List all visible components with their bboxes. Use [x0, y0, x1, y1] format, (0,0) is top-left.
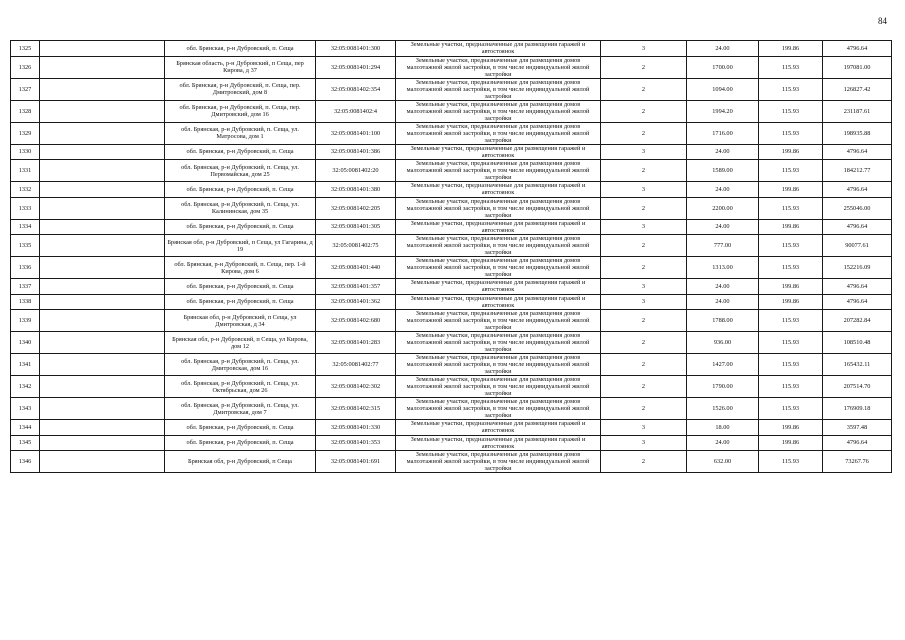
table-row: [11, 41, 892, 57]
cell-cadastral-number: 32:05:0081402:315: [316, 398, 396, 420]
cell-group: 2: [601, 197, 687, 219]
page-number: 84: [878, 16, 887, 26]
cell-area: 1994.20: [687, 100, 759, 122]
table-row: [11, 144, 892, 160]
cell-cadastral-number: 32:05:0081401:691: [316, 451, 396, 473]
cell-cadastral-number: 32:05:0081401:380: [316, 182, 396, 198]
table-row: [11, 182, 892, 198]
cell-group: 2: [601, 310, 687, 332]
table-row: [11, 78, 892, 100]
cell-cadastral-value: 207514.70: [823, 376, 892, 398]
cell-row-number: 1345: [11, 435, 40, 451]
cell-rate: 115.93: [759, 197, 823, 219]
cell-group: 3: [601, 294, 687, 310]
table-row: [11, 376, 892, 398]
cell-land-purpose: Земельные участки, предназначенные для размещения гаражей и автостоянок: [396, 279, 601, 295]
cell-cadastral-value: 165432.11: [823, 354, 892, 376]
cell-rate: 115.93: [759, 100, 823, 122]
cell-land-purpose: Земельные участки, предназначенные для размещения гаражей и автостоянок: [396, 420, 601, 436]
cell-spacer: [40, 294, 165, 310]
cadastral-value-table: [10, 40, 892, 473]
cell-address: обл. Брянская, р-н Дубровский, п. Сеща, ул. Дмитровская, дом 16: [165, 354, 316, 376]
table-row: [11, 451, 892, 473]
cell-land-purpose: Земельные участки, предназначенные для размещения гаражей и автостоянок: [396, 435, 601, 451]
cell-row-number: 1332: [11, 182, 40, 198]
cell-spacer: [40, 78, 165, 100]
cell-land-purpose: Земельные участки, предназначенные для размещения домов малоэтажной жилой застройки, в том числе индивидуальной жилой застройки: [396, 354, 601, 376]
cell-spacer: [40, 100, 165, 122]
cell-address: обл. Брянская, р-н Дубровский, п. Сеща: [165, 279, 316, 295]
cell-cadastral-number: 32:05:0081402:75: [316, 235, 396, 257]
cell-cadastral-number: 32:05:0081401:283: [316, 332, 396, 354]
cell-rate: 115.93: [759, 310, 823, 332]
cell-rate: 115.93: [759, 56, 823, 78]
table-row: [11, 398, 892, 420]
cell-group: 2: [601, 56, 687, 78]
cell-spacer: [40, 420, 165, 436]
cell-cadastral-value: 152216.09: [823, 257, 892, 279]
table-row: [11, 279, 892, 295]
cell-area: 24.00: [687, 294, 759, 310]
cell-cadastral-number: 32:05:0081402:77: [316, 354, 396, 376]
cell-row-number: 1327: [11, 78, 40, 100]
cell-group: 2: [601, 398, 687, 420]
cell-address: обл. Брянская, р-н Дубровский, п. Сеща: [165, 144, 316, 160]
cell-address: обл. Брянская, р-н Дубровский, п. Сеща: [165, 182, 316, 198]
cell-land-purpose: Земельные участки, предназначенные для размещения домов малоэтажной жилой застройки, в том числе индивидуальной жилой застройки: [396, 56, 601, 78]
cell-cadastral-value: 90077.61: [823, 235, 892, 257]
cell-area: 1700.00: [687, 56, 759, 78]
cell-spacer: [40, 332, 165, 354]
cell-spacer: [40, 257, 165, 279]
cell-spacer: [40, 41, 165, 57]
cell-cadastral-value: 4796.64: [823, 294, 892, 310]
cell-rate: 115.93: [759, 451, 823, 473]
cell-area: 632.00: [687, 451, 759, 473]
cell-rate: 115.93: [759, 376, 823, 398]
table-row: [11, 160, 892, 182]
cell-land-purpose: Земельные участки, предназначенные для размещения домов малоэтажной жилой застройки, в том числе индивидуальной жилой застройки: [396, 100, 601, 122]
cell-row-number: 1333: [11, 197, 40, 219]
cell-row-number: 1338: [11, 294, 40, 310]
table-row: [11, 235, 892, 257]
cell-cadastral-value: 4796.64: [823, 219, 892, 235]
cell-rate: 115.93: [759, 78, 823, 100]
table-row: [11, 294, 892, 310]
cell-land-purpose: Земельные участки, предназначенные для размещения домов малоэтажной жилой застройки, в том числе индивидуальной жилой застройки: [396, 197, 601, 219]
cell-group: 2: [601, 257, 687, 279]
cell-rate: 199.86: [759, 435, 823, 451]
cell-cadastral-value: 207282.84: [823, 310, 892, 332]
cell-cadastral-number: 32:05:0081402:680: [316, 310, 396, 332]
cell-address: обл. Брянская, р-н Дубровский, п. Сеща: [165, 420, 316, 436]
cell-spacer: [40, 122, 165, 144]
cell-cadastral-number: 32:05:0081402:302: [316, 376, 396, 398]
table-row: [11, 420, 892, 436]
cell-land-purpose: Земельные участки, предназначенные для размещения домов малоэтажной жилой застройки, в том числе индивидуальной жилой застройки: [396, 332, 601, 354]
cell-land-purpose: Земельные участки, предназначенные для размещения домов малоэтажной жилой застройки, в том числе индивидуальной жилой застройки: [396, 257, 601, 279]
cell-area: 1313.00: [687, 257, 759, 279]
cell-area: 1427.00: [687, 354, 759, 376]
table-row: [11, 354, 892, 376]
cell-spacer: [40, 235, 165, 257]
cell-rate: 115.93: [759, 160, 823, 182]
cell-row-number: 1335: [11, 235, 40, 257]
cell-row-number: 1331: [11, 160, 40, 182]
cell-row-number: 1334: [11, 219, 40, 235]
cell-area: 18.00: [687, 420, 759, 436]
cell-address: Брянская обл, р-н Дубровский, п Сеща, ул Кирова, дом 12: [165, 332, 316, 354]
cell-cadastral-value: 4796.64: [823, 182, 892, 198]
cell-spacer: [40, 160, 165, 182]
cell-row-number: 1346: [11, 451, 40, 473]
cell-cadastral-value: 126827.42: [823, 78, 892, 100]
cell-spacer: [40, 398, 165, 420]
cell-area: 936.00: [687, 332, 759, 354]
cell-land-purpose: Земельные участки, предназначенные для размещения домов малоэтажной жилой застройки, в том числе индивидуальной жилой застройки: [396, 78, 601, 100]
cell-rate: 115.93: [759, 235, 823, 257]
cell-rate: 199.86: [759, 144, 823, 160]
cell-land-purpose: Земельные участки, предназначенные для размещения домов малоэтажной жилой застройки, в том числе индивидуальной жилой застройки: [396, 310, 601, 332]
cell-rate: 115.93: [759, 398, 823, 420]
cell-area: 1790.00: [687, 376, 759, 398]
cell-address: обл. Брянская, р-н Дубровский, п. Сеща, ул. Первомайская, дом 25: [165, 160, 316, 182]
cell-row-number: 1342: [11, 376, 40, 398]
table-row: [11, 197, 892, 219]
cell-rate: 115.93: [759, 122, 823, 144]
cell-address: Брянская обл, р-н Дубровский, п Сеща, ул Дмитровская, д 34: [165, 310, 316, 332]
cell-spacer: [40, 56, 165, 78]
cell-spacer: [40, 182, 165, 198]
cell-spacer: [40, 376, 165, 398]
cell-group: 3: [601, 279, 687, 295]
cell-row-number: 1339: [11, 310, 40, 332]
cell-address: обл. Брянская, р-н Дубровский, п. Сеща, пер. 1-й Кирова, дом 6: [165, 257, 316, 279]
cell-area: 1526.00: [687, 398, 759, 420]
cell-cadastral-value: 4796.64: [823, 435, 892, 451]
cell-cadastral-value: 108510.48: [823, 332, 892, 354]
cell-group: 2: [601, 122, 687, 144]
cell-address: обл. Брянская, р-н Дубровский, п. Сеща, ул. Матросова, дом 1: [165, 122, 316, 144]
cell-spacer: [40, 310, 165, 332]
cell-cadastral-number: 32:05:0081401:330: [316, 420, 396, 436]
cell-land-purpose: Земельные участки, предназначенные для размещения гаражей и автостоянок: [396, 294, 601, 310]
table-row: [11, 257, 892, 279]
cell-address: обл. Брянская, р-н Дубровский, п. Сеща: [165, 435, 316, 451]
cell-cadastral-value: 184212.77: [823, 160, 892, 182]
cell-address: Брянская обл, р-н Дубровский, п Сеща, ул Гагарина, д 19: [165, 235, 316, 257]
cell-land-purpose: Земельные участки, предназначенные для размещения домов малоэтажной жилой застройки, в том числе индивидуальной жилой застройки: [396, 122, 601, 144]
table-row: [11, 310, 892, 332]
cell-address: Брянская обл, р-н Дубровский, п Сеща: [165, 451, 316, 473]
cell-group: 3: [601, 420, 687, 436]
cell-address: обл. Брянская, р-н Дубровский, п. Сеща, пер. Дмитровский, дом 8: [165, 78, 316, 100]
cell-group: 3: [601, 435, 687, 451]
cell-group: 3: [601, 144, 687, 160]
cell-row-number: 1325: [11, 41, 40, 57]
cell-cadastral-value: 4796.64: [823, 279, 892, 295]
cell-land-purpose: Земельные участки, предназначенные для размещения домов малоэтажной жилой застройки, в том числе индивидуальной жилой застройки: [396, 451, 601, 473]
cell-land-purpose: Земельные участки, предназначенные для размещения домов малоэтажной жилой застройки, в том числе индивидуальной жилой застройки: [396, 398, 601, 420]
cell-row-number: 1344: [11, 420, 40, 436]
cell-cadastral-number: 32:05:0081402:20: [316, 160, 396, 182]
cell-area: 24.00: [687, 41, 759, 57]
cell-cadastral-value: 198935.88: [823, 122, 892, 144]
cell-address: обл. Брянская, р-н Дубровский, п. Сеща: [165, 294, 316, 310]
cell-rate: 199.86: [759, 182, 823, 198]
cell-area: 1788.00: [687, 310, 759, 332]
cell-rate: 199.86: [759, 279, 823, 295]
cell-group: 2: [601, 332, 687, 354]
cell-cadastral-number: 32:05:0081401:440: [316, 257, 396, 279]
cell-cadastral-value: 4796.64: [823, 144, 892, 160]
table-row: [11, 56, 892, 78]
cell-row-number: 1330: [11, 144, 40, 160]
cell-cadastral-number: 32:05:0081401:294: [316, 56, 396, 78]
cell-area: 2200.00: [687, 197, 759, 219]
cell-cadastral-number: 32:05:0081402:354: [316, 78, 396, 100]
cell-cadastral-value: 231187.61: [823, 100, 892, 122]
cell-cadastral-value: 4796.64: [823, 41, 892, 57]
cell-rate: 115.93: [759, 257, 823, 279]
cell-land-purpose: Земельные участки, предназначенные для размещения домов малоэтажной жилой застройки, в том числе индивидуальной жилой застройки: [396, 160, 601, 182]
cell-cadastral-number: 32:05:0081401:300: [316, 41, 396, 57]
cell-cadastral-number: 32:05:0081401:386: [316, 144, 396, 160]
cell-address: обл. Брянская, р-н Дубровский, п. Сеща, ул. Калининская, дом 35: [165, 197, 316, 219]
cell-group: 2: [601, 354, 687, 376]
cell-rate: 115.93: [759, 332, 823, 354]
cell-group: 2: [601, 235, 687, 257]
cell-address: обл. Брянская, р-н Дубровский, п. Сеща, ул. Дмитровская, дом 7: [165, 398, 316, 420]
cell-address: обл. Брянская, р-н Дубровский, п. Сеща, пер. Дмитровский, дом 16: [165, 100, 316, 122]
cell-land-purpose: Земельные участки, предназначенные для размещения гаражей и автостоянок: [396, 41, 601, 57]
cell-row-number: 1336: [11, 257, 40, 279]
cell-rate: 115.93: [759, 354, 823, 376]
cell-cadastral-number: 32:05:0081401:305: [316, 219, 396, 235]
cell-cadastral-number: 32:05:0081402:4: [316, 100, 396, 122]
cell-area: 1716.00: [687, 122, 759, 144]
cell-cadastral-number: 32:05:0081401:353: [316, 435, 396, 451]
cell-group: 3: [601, 182, 687, 198]
table-row: [11, 435, 892, 451]
cell-cadastral-value: 197081.00: [823, 56, 892, 78]
cell-group: 2: [601, 376, 687, 398]
cell-row-number: 1340: [11, 332, 40, 354]
cell-group: 3: [601, 219, 687, 235]
cell-spacer: [40, 279, 165, 295]
cell-area: 24.00: [687, 219, 759, 235]
cell-cadastral-number: 32:05:0081402:205: [316, 197, 396, 219]
cell-cadastral-number: 32:05:0081401:357: [316, 279, 396, 295]
cell-address: обл. Брянская, р-н Дубровский, п. Сеща: [165, 219, 316, 235]
cell-group: 2: [601, 160, 687, 182]
cell-address: обл. Брянская, р-н Дубровский, п. Сеща, ул. Октябрьская, дом 26: [165, 376, 316, 398]
cell-cadastral-value: 3597.48: [823, 420, 892, 436]
table-row: [11, 219, 892, 235]
cell-row-number: 1343: [11, 398, 40, 420]
cell-land-purpose: Земельные участки, предназначенные для размещения гаражей и автостоянок: [396, 182, 601, 198]
cell-cadastral-value: 73267.76: [823, 451, 892, 473]
cell-land-purpose: Земельные участки, предназначенные для размещения домов малоэтажной жилой застройки, в том числе индивидуальной жилой застройки: [396, 235, 601, 257]
cell-cadastral-value: 176909.18: [823, 398, 892, 420]
cell-land-purpose: Земельные участки, предназначенные для размещения домов малоэтажной жилой застройки, в том числе индивидуальной жилой застройки: [396, 376, 601, 398]
cell-rate: 199.86: [759, 219, 823, 235]
cell-area: 24.00: [687, 435, 759, 451]
cell-spacer: [40, 435, 165, 451]
cell-address: Брянская область, р-н Дубровский, п Сеща, пер Кирова, д 37: [165, 56, 316, 78]
cell-row-number: 1329: [11, 122, 40, 144]
cell-area: 24.00: [687, 279, 759, 295]
cell-area: 24.00: [687, 144, 759, 160]
cell-row-number: 1326: [11, 56, 40, 78]
cell-area: 1094.00: [687, 78, 759, 100]
cell-spacer: [40, 197, 165, 219]
cell-group: 2: [601, 100, 687, 122]
cell-rate: 199.86: [759, 41, 823, 57]
cell-area: 777.00: [687, 235, 759, 257]
cell-group: 2: [601, 451, 687, 473]
cell-cadastral-number: 32:05:0081401:100: [316, 122, 396, 144]
cell-rate: 199.86: [759, 420, 823, 436]
cell-spacer: [40, 451, 165, 473]
cell-land-purpose: Земельные участки, предназначенные для размещения гаражей и автостоянок: [396, 144, 601, 160]
cell-spacer: [40, 144, 165, 160]
cell-address: обл. Брянская, р-н Дубровский, п. Сеща: [165, 41, 316, 57]
cell-rate: 199.86: [759, 294, 823, 310]
cell-spacer: [40, 219, 165, 235]
cell-land-purpose: Земельные участки, предназначенные для размещения гаражей и автостоянок: [396, 219, 601, 235]
cell-row-number: 1337: [11, 279, 40, 295]
table-body: [11, 41, 892, 473]
cell-row-number: 1328: [11, 100, 40, 122]
cell-area: 24.00: [687, 182, 759, 198]
cell-area: 1589.00: [687, 160, 759, 182]
table-row: [11, 100, 892, 122]
cell-cadastral-value: 255046.00: [823, 197, 892, 219]
cell-spacer: [40, 354, 165, 376]
cell-cadastral-number: 32:05:0081401:362: [316, 294, 396, 310]
cell-group: 3: [601, 41, 687, 57]
table-row: [11, 122, 892, 144]
cell-group: 2: [601, 78, 687, 100]
table-row: [11, 332, 892, 354]
cell-row-number: 1341: [11, 354, 40, 376]
